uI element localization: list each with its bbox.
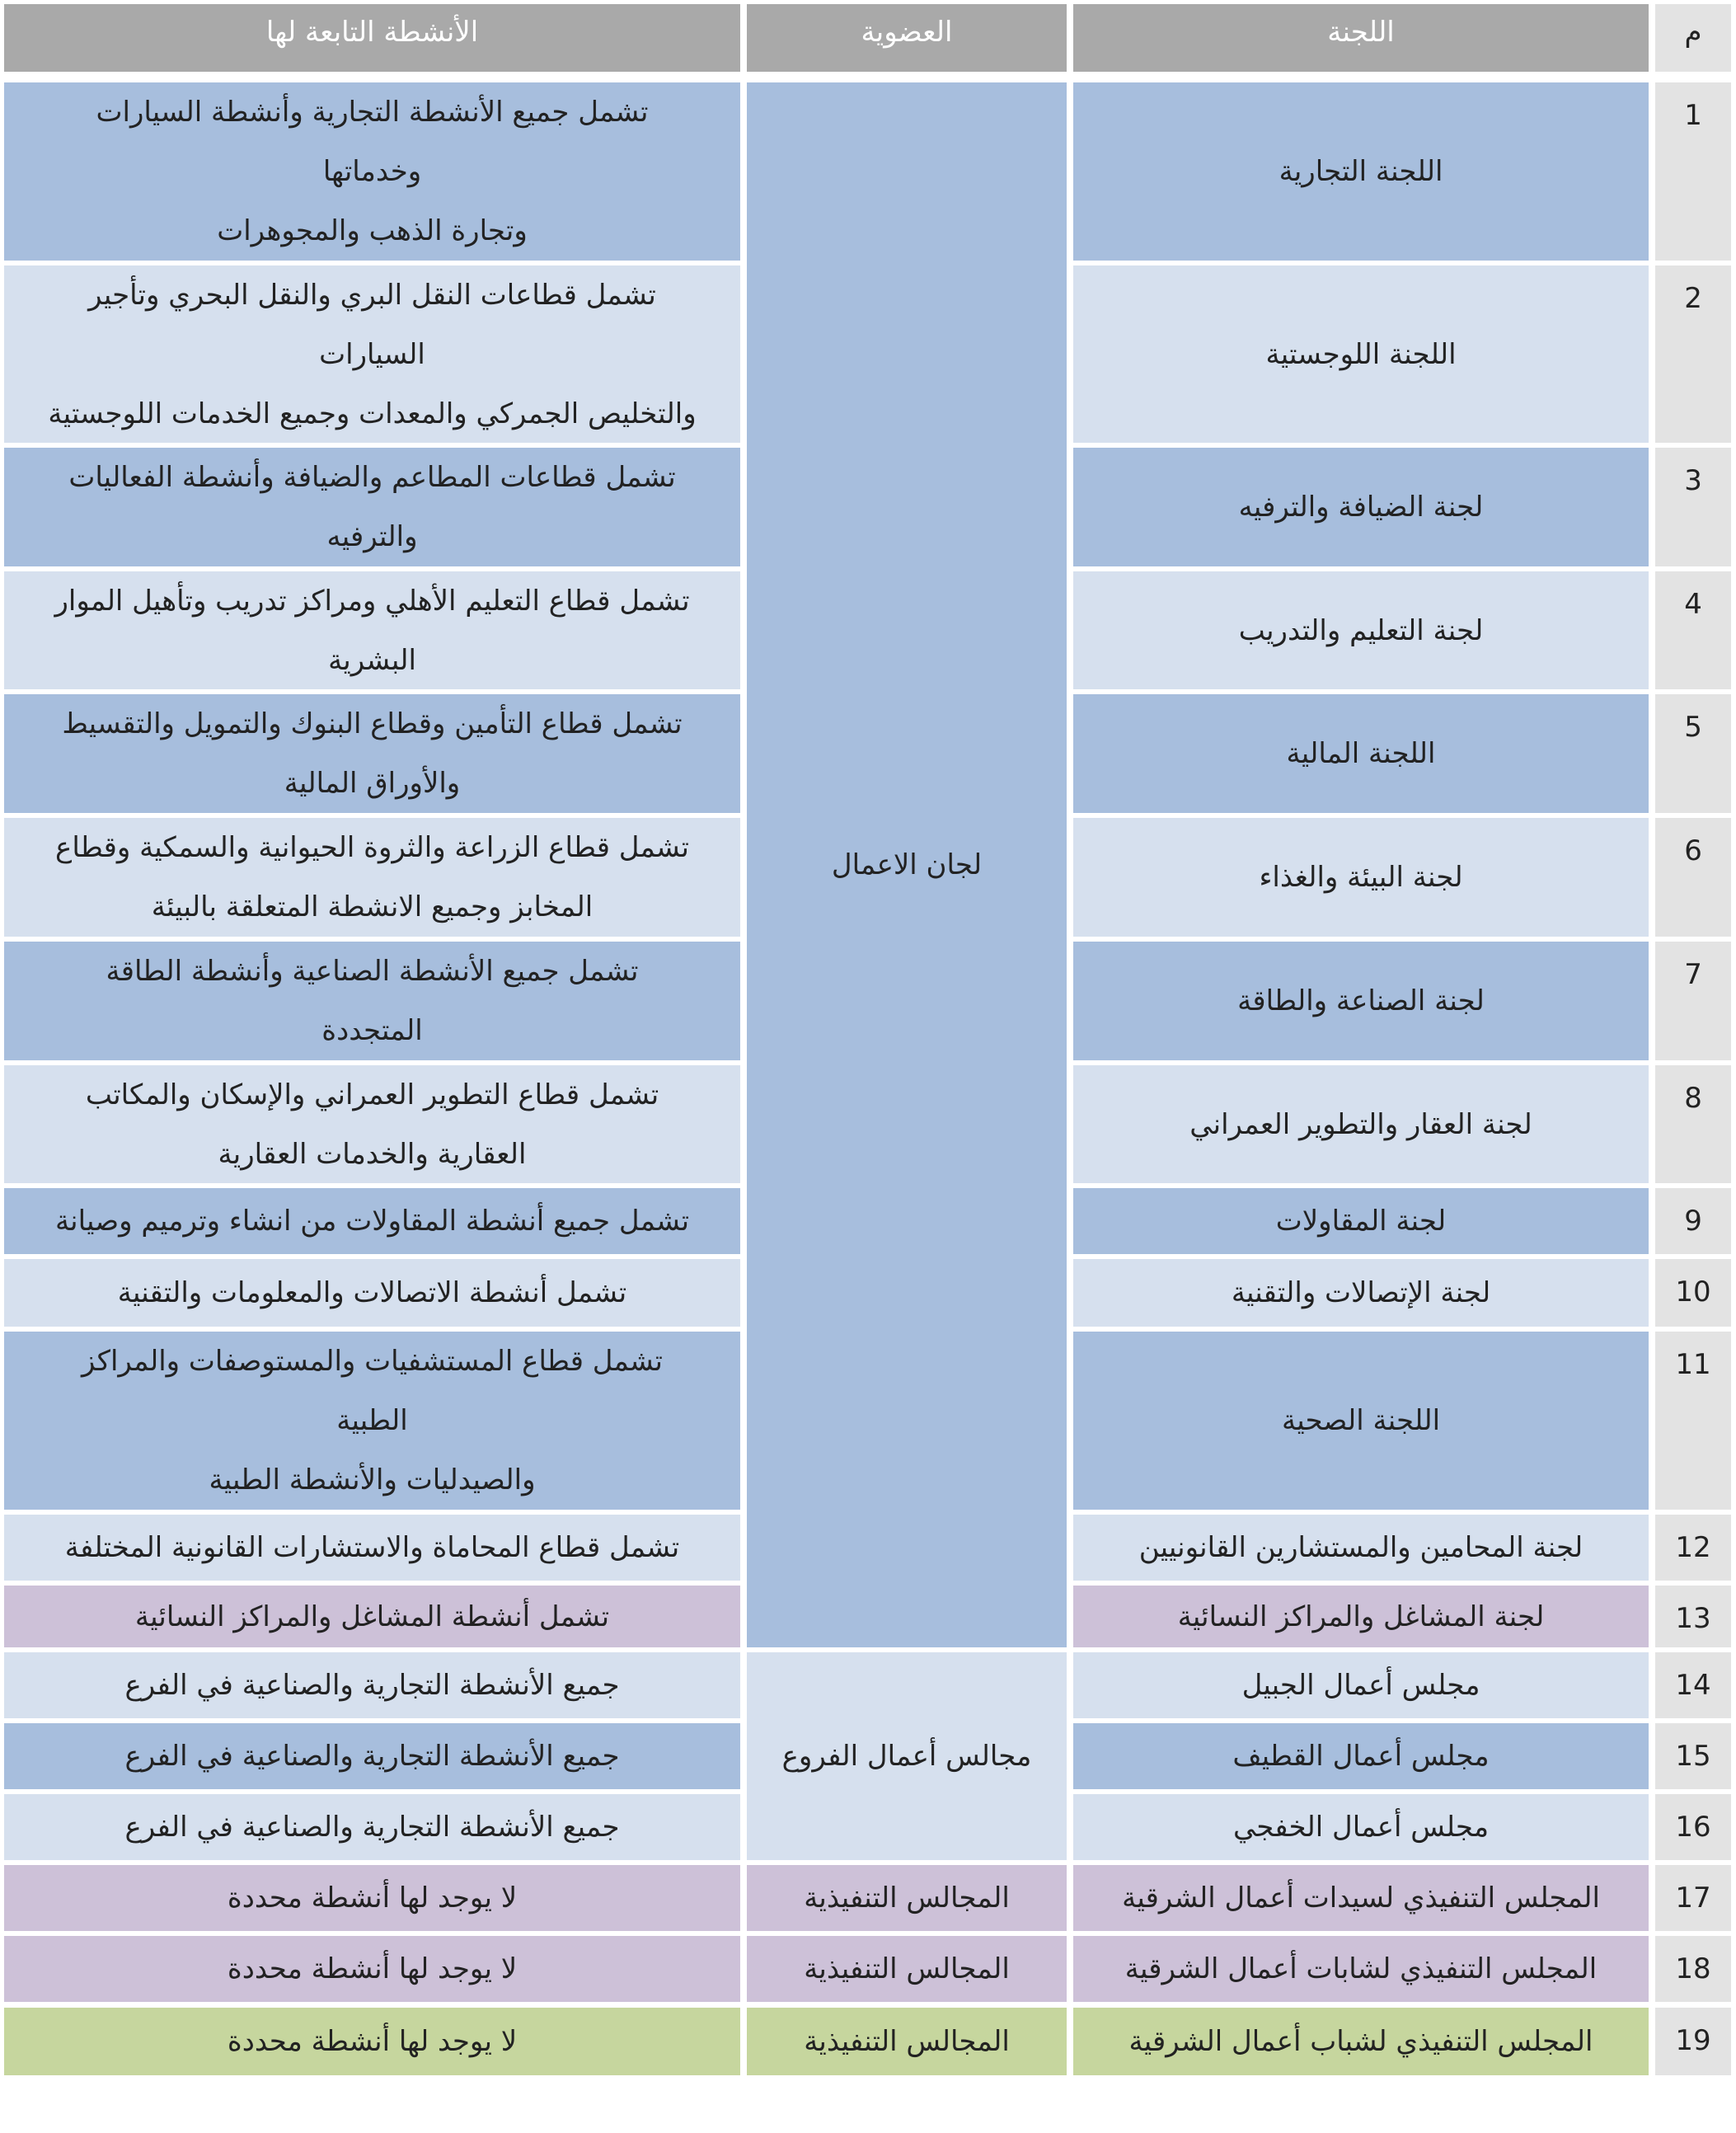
row-15-activities: جميع الأنشطة التجارية والصناعية في الفرع <box>4 1723 740 1789</box>
row-7-committee: لجنة الصناعة والطاقة <box>1073 942 1649 1060</box>
row-11-activities: تشمل قطاع المستشفيات والمستوصفات والمراكز الطبية والصيدليات والأنشطة الطبية <box>4 1332 740 1510</box>
row-7-num: 7 <box>1655 942 1731 1060</box>
row-15-num: 15 <box>1655 1723 1731 1789</box>
row-9-activities: تشمل جميع أنشطة المقاولات من انشاء وترميم وصيانة <box>4 1188 740 1254</box>
row-6-committee: لجنة البيئة والغذاء <box>1073 818 1649 937</box>
row-19-num: 19 <box>1655 2008 1731 2075</box>
header-activities: الأنشطة التابعة لها <box>4 4 740 72</box>
header-membership: العضوية <box>747 4 1067 72</box>
row-14-activities: جميع الأنشطة التجارية والصناعية في الفرع <box>4 1652 740 1718</box>
row-10-num: 10 <box>1655 1259 1731 1327</box>
row-18-committee: المجلس التنفيذي لشابات أعمال الشرقية <box>1073 1936 1649 2002</box>
row-19-committee: المجلس التنفيذي لشباب أعمال الشرقية <box>1073 2008 1649 2075</box>
row-10-committee: لجنة الإتصالات والتقنية <box>1073 1259 1649 1327</box>
row-8-num: 8 <box>1655 1065 1731 1183</box>
membership-exec-18: المجالس التنفيذية <box>747 1936 1067 2002</box>
row-17-committee: المجلس التنفيذي لسيدات أعمال الشرقية <box>1073 1865 1649 1931</box>
row-9-committee: لجنة المقاولات <box>1073 1188 1649 1254</box>
row-6-activities: تشمل قطاع الزراعة والثروة الحيوانية والسمكية وقطاع المخابز وجميع الانشطة المتعلقة بالبيئة <box>4 818 740 937</box>
header-num: م <box>1655 4 1731 72</box>
row-9-num: 9 <box>1655 1188 1731 1254</box>
row-4-num: 4 <box>1655 571 1731 689</box>
membership-branch-councils: مجالس أعمال الفروع <box>747 1652 1067 1860</box>
row-12-num: 12 <box>1655 1515 1731 1581</box>
row-14-committee: مجلس أعمال الجبيل <box>1073 1652 1649 1718</box>
membership-business-committees: لجان الاعمال <box>747 82 1067 1647</box>
row-1-committee: اللجنة التجارية <box>1073 82 1649 261</box>
row-5-committee: اللجنة المالية <box>1073 694 1649 813</box>
row-16-activities: جميع الأنشطة التجارية والصناعية في الفرع <box>4 1794 740 1860</box>
row-6-num: 6 <box>1655 818 1731 937</box>
membership-exec-17: المجالس التنفيذية <box>747 1865 1067 1931</box>
row-18-num: 18 <box>1655 1936 1731 2002</box>
row-4-committee: لجنة التعليم والتدريب <box>1073 571 1649 689</box>
row-1-activities: تشمل جميع الأنشطة التجارية وأنشطة السيارات وخدماتها وتجارة الذهب والمجوهرات <box>4 82 740 261</box>
row-18-activities: لا يوجد لها أنشطة محددة <box>4 1936 740 2002</box>
row-10-activities: تشمل أنشطة الاتصالات والمعلومات والتقنية <box>4 1259 740 1327</box>
membership-exec-19: المجالس التنفيذية <box>747 2008 1067 2075</box>
row-19-activities: لا يوجد لها أنشطة محددة <box>4 2008 740 2075</box>
row-3-committee: لجنة الضيافة والترفيه <box>1073 448 1649 566</box>
row-17-num: 17 <box>1655 1865 1731 1931</box>
row-2-activities: تشمل قطاعات النقل البري والنقل البحري وتأجير السيارات والتخليص الجمركي والمعدات وجميع الخدمات اللوجستية <box>4 265 740 443</box>
row-13-activities: تشمل أنشطة المشاغل والمراكز النسائية <box>4 1586 740 1647</box>
row-4-activities: تشمل قطاع التعليم الأهلي ومراكز تدريب وتأهيل الموار البشرية <box>4 571 740 689</box>
row-3-num: 3 <box>1655 448 1731 566</box>
row-15-committee: مجلس أعمال القطيف <box>1073 1723 1649 1789</box>
row-2-committee: اللجنة اللوجستية <box>1073 265 1649 443</box>
row-17-activities: لا يوجد لها أنشطة محددة <box>4 1865 740 1931</box>
row-12-activities: تشمل قطاع المحاماة والاستشارات القانونية المختلفة <box>4 1515 740 1581</box>
row-14-num: 14 <box>1655 1652 1731 1718</box>
row-5-activities: تشمل قطاع التأمين وقطاع البنوك والتمويل والتقسيط والأوراق المالية <box>4 694 740 813</box>
row-8-committee: لجنة العقار والتطوير العمراني <box>1073 1065 1649 1183</box>
row-13-num: 13 <box>1655 1586 1731 1647</box>
row-11-committee: اللجنة الصحية <box>1073 1332 1649 1510</box>
row-13-committee: لجنة المشاغل والمراكز النسائية <box>1073 1586 1649 1647</box>
row-3-activities: تشمل قطاعات المطاعم والضيافة وأنشطة الفعاليات والترفيه <box>4 448 740 566</box>
row-7-activities: تشمل جميع الأنشطة الصناعية وأنشطة الطاقة المتجددة <box>4 942 740 1060</box>
row-1-num: 1 <box>1655 82 1731 261</box>
row-16-num: 16 <box>1655 1794 1731 1860</box>
row-2-num: 2 <box>1655 265 1731 443</box>
row-16-committee: مجلس أعمال الخفجي <box>1073 1794 1649 1860</box>
row-12-committee: لجنة المحامين والمستشارين القانونيين <box>1073 1515 1649 1581</box>
row-8-activities: تشمل قطاع التطوير العمراني والإسكان والمكاتب العقارية والخدمات العقارية <box>4 1065 740 1183</box>
row-5-num: 5 <box>1655 694 1731 813</box>
row-11-num: 11 <box>1655 1332 1731 1510</box>
header-committee: اللجنة <box>1073 4 1649 72</box>
